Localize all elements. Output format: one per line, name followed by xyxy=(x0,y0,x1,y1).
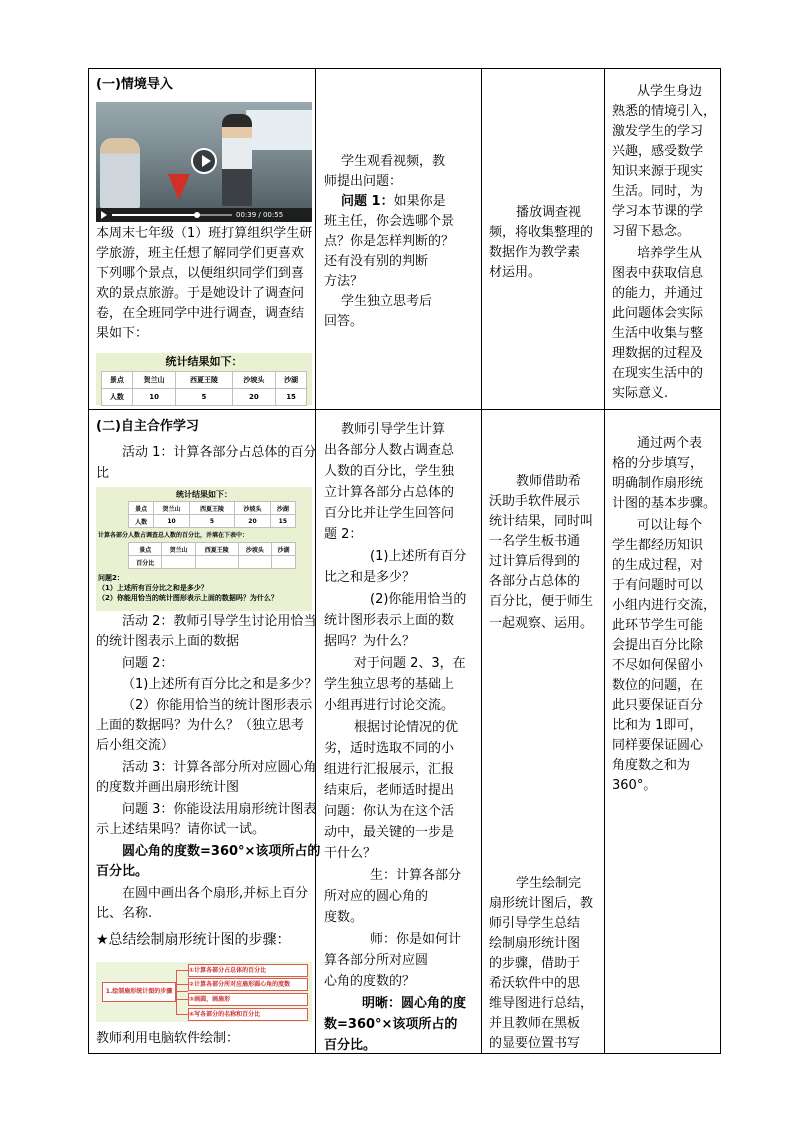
play-small-icon[interactable] xyxy=(101,211,107,219)
footer-text: 教师利用电脑软件绘制： xyxy=(96,1031,240,1046)
play-icon[interactable] xyxy=(191,148,217,174)
video-student xyxy=(100,138,140,208)
table-divider-3 xyxy=(604,68,605,1054)
table-border-left xyxy=(88,68,89,1054)
table-row-divider xyxy=(88,409,721,410)
section1-heading: (一)情境导入 xyxy=(96,77,173,92)
stats-table xyxy=(101,371,307,406)
table-border-bottom xyxy=(88,1053,721,1054)
video-progress-fill xyxy=(112,214,196,216)
question-3: 问题 3：你能设法用扇形统计图表 xyxy=(122,802,317,817)
table-row: 百分比 xyxy=(129,556,296,569)
video-progress-knob[interactable] xyxy=(194,212,200,218)
stats-table-2 xyxy=(128,501,296,528)
question-2-title: 问题 2： xyxy=(122,656,174,671)
formula: 圆心角的度数=360°×该项所占的 xyxy=(122,844,321,859)
table-divider-1 xyxy=(315,68,316,1054)
clarify-label: 明晰： xyxy=(362,996,402,1011)
question-1-label: 问题 1： xyxy=(341,194,394,209)
mindmap-item: ②计算各部分所对应扇形圆心角的度数 xyxy=(188,978,308,991)
table-row: 景点 贺兰山 西夏王陵 沙坡头 沙湖 xyxy=(129,502,296,515)
table-border-top xyxy=(88,68,721,69)
stats-image-1 xyxy=(96,353,312,405)
activity-2: 活动 2：教师引导学生讨论用恰当 xyxy=(122,614,317,629)
mindmap-image xyxy=(96,962,312,1022)
video-whiteboard xyxy=(246,110,312,150)
img-question-title: 问题2： xyxy=(98,574,124,582)
mindmap-item: ④写各部分的名称和百分比 xyxy=(188,1008,308,1021)
stats-image-2: 统计结果如下： 景点 贺兰山 西夏王陵 沙坡头 沙湖 人数 10 5 20 15 计算各部分人数占调查总人数的百分比，并填在下表中： 景点 贺兰山 西夏王陵 沙坡头 沙湖 百分比 问题2： （1）上述所有百分比之和是多少？ （2）你能用恰当的统计图形表示上面的数据吗？为什么？ xyxy=(96,487,312,611)
activity-1: 活动 1：计算各部分占总体的百分 xyxy=(122,445,317,460)
video-progress-track[interactable] xyxy=(112,214,232,216)
table-row: 人数 10 5 20 15 xyxy=(102,389,307,406)
table-border-right xyxy=(720,68,721,1054)
stats-title: 统计结果如下： xyxy=(165,355,243,368)
video-time: 00:39 / 00:55 xyxy=(236,211,284,219)
summary-heading: ★总结绘制扇形统计图的步骤： xyxy=(96,932,291,948)
percent-table xyxy=(128,542,296,569)
stats-instruction: 计算各部分人数占调查总人数的百分比，并填在下表中： xyxy=(98,532,249,539)
draw-instruction: 在圆中画出各个扇形,并标上百分 xyxy=(122,886,309,901)
mindmap-item: ③画圆，画扇形 xyxy=(188,993,308,1006)
table-divider-2 xyxy=(481,68,482,1054)
section2-heading: (二)自主合作学习 xyxy=(96,419,199,434)
table-row: 景点 贺兰山 西夏王陵 沙坡头 沙湖 xyxy=(129,543,296,556)
video-teacher xyxy=(222,114,252,206)
video-player[interactable] xyxy=(96,102,312,222)
mindmap-item: ①计算各部分占总体的百分比 xyxy=(188,964,308,977)
table-row: 景点 贺兰山 西夏王陵 沙坡头 沙湖 xyxy=(102,372,307,389)
mindmap-root: 1.绘制扇形统计图的步骤 xyxy=(102,982,176,1002)
activity-3: 活动 3：计算各部分所对应圆心角 xyxy=(122,760,317,775)
mindmap-connector xyxy=(176,970,177,1014)
table-row: 人数 10 5 20 15 xyxy=(129,515,296,528)
video-control-bar[interactable] xyxy=(96,208,312,222)
